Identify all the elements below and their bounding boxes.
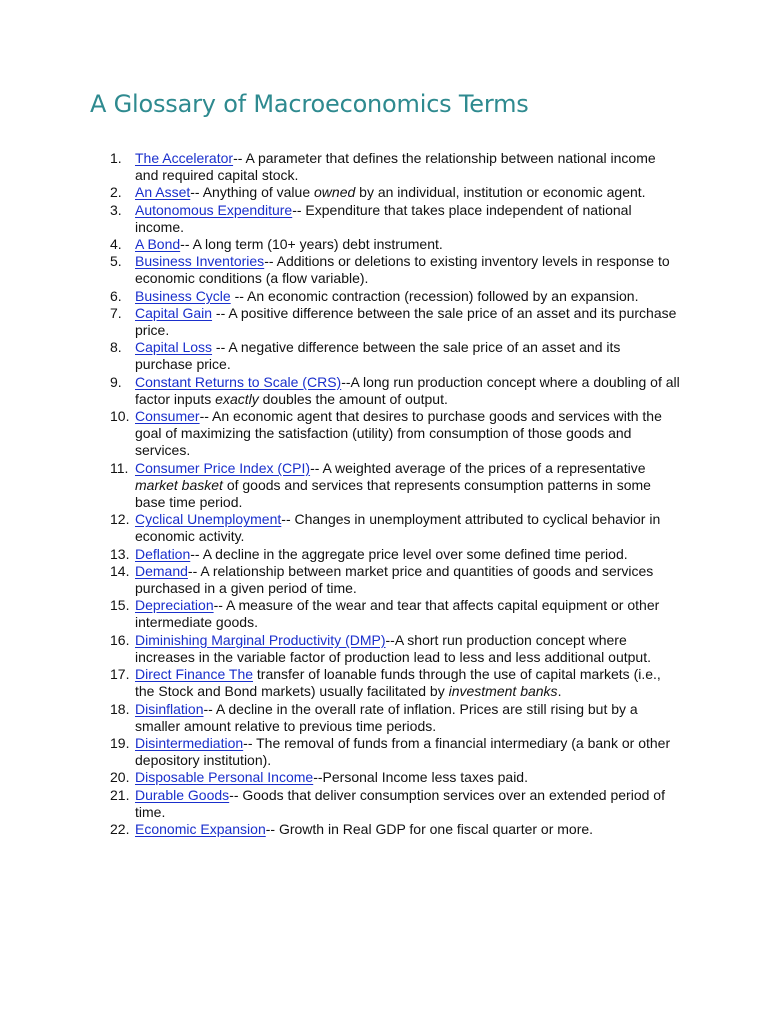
glossary-entry	[110, 288, 680, 305]
term-link[interactable]: Economic Expansion	[135, 820, 266, 837]
definition-text: transfer of loanable funds through the use of capital markets (i.e., the Stock and Bond markets) usually facilitated by	[135, 666, 661, 700]
entry-body	[135, 236, 680, 253]
term-link[interactable]: Business Inventories	[135, 253, 265, 270]
entry-body	[135, 787, 680, 821]
glossary-entry	[110, 701, 680, 735]
entry-body	[135, 511, 680, 545]
entry-number: 2.	[110, 184, 122, 201]
glossary-entry	[110, 821, 680, 838]
entry-number: 7.	[110, 304, 122, 321]
definition-text: by an individual, institution or economic agent.	[355, 184, 646, 201]
entry-number: 11.	[110, 459, 129, 476]
term-link[interactable]: The Accelerator	[135, 150, 234, 166]
entry-body	[135, 666, 680, 700]
term-link[interactable]: Capital Loss	[135, 339, 213, 356]
definition-text: -- A positive difference between the sale price of an asset and its purchase price.	[135, 304, 677, 339]
glossary-entry	[110, 150, 680, 184]
term-link[interactable]: Deflation	[135, 545, 191, 562]
entry-number: 12.	[110, 511, 130, 528]
glossary-entry	[110, 597, 680, 631]
term-link[interactable]: Disintermediation	[135, 734, 244, 751]
glossary-entry	[110, 339, 680, 373]
definition-text: -- The removal of funds from a financial intermediary (a bank or other depository institution).	[135, 734, 671, 769]
term-link[interactable]: Depreciation	[135, 597, 214, 614]
glossary-entry	[110, 202, 680, 236]
definition-text: .	[557, 683, 562, 700]
term-link[interactable]: Autonomous Expenditure	[135, 201, 293, 218]
entry-number: 18.	[110, 700, 130, 717]
definition-text: -- Changes in unemployment attributed to cyclical behavior in economic activity.	[135, 511, 661, 545]
entry-number: 10.	[110, 408, 130, 425]
entry-body	[135, 597, 680, 631]
entry-number: 3.	[110, 201, 122, 218]
entry-body	[135, 408, 680, 460]
glossary-entry	[110, 511, 680, 545]
glossary-entry	[110, 253, 680, 287]
definition-text: --A short run production concept where increases in the variable factor of production lead to less and less additional output.	[135, 631, 651, 665]
entry-body	[135, 150, 680, 184]
term-link[interactable]: Consumer Price Index (CPI)	[135, 459, 311, 476]
glossary-entry	[110, 769, 680, 786]
entry-number: 8.	[110, 339, 122, 356]
definition-text: --A long run production concept where a doubling of all factor inputs	[135, 373, 680, 407]
entry-body	[135, 339, 680, 373]
term-link[interactable]: Business Cycle	[135, 287, 231, 304]
entry-body	[135, 184, 680, 201]
entry-body	[135, 632, 680, 666]
entry-number: 13.	[110, 545, 130, 562]
definition-text: -- A measure of the wear and tear that affects capital equipment or other intermediate goods.	[135, 597, 660, 631]
term-link[interactable]: A Bond	[135, 236, 181, 253]
emphasis-text: exactly	[215, 390, 259, 407]
term-link[interactable]: Demand	[135, 562, 188, 579]
term-link[interactable]: Capital Gain	[135, 304, 213, 321]
definition-text: -- An economic contraction (recession) followed by an expansion.	[230, 287, 639, 304]
entry-number: 21.	[110, 786, 130, 803]
definition-text: -- Goods that deliver consumption services over an extended period of time.	[135, 786, 665, 820]
definition-text: -- Growth in Real GDP for one fiscal quarter or more.	[265, 820, 594, 837]
entry-number: 1.	[110, 150, 122, 166]
glossary-entry	[110, 460, 680, 512]
definition-text: of goods and services that represents consumption patterns in some base time period.	[135, 476, 651, 511]
term-link[interactable]: Direct Finance The	[135, 666, 254, 683]
entry-body	[135, 253, 680, 287]
entry-body	[135, 305, 680, 339]
entry-body	[135, 546, 680, 563]
entry-body	[135, 460, 680, 512]
entry-number: 6.	[110, 287, 122, 304]
entry-number: 9.	[110, 373, 122, 390]
entry-number: 5.	[110, 253, 122, 270]
entry-number: 17.	[110, 666, 130, 683]
definition-text: -- A long term (10+ years) debt instrument.	[180, 236, 443, 253]
definition-text: -- Expenditure that takes place independent of national income.	[135, 201, 632, 235]
glossary-entry	[110, 305, 680, 339]
definition-text: -- A weighted average of the prices of a representative	[310, 459, 646, 476]
entry-body	[135, 563, 680, 597]
glossary-entry	[110, 374, 680, 408]
glossary-entry	[110, 236, 680, 253]
entry-number: 15.	[110, 597, 130, 614]
definition-text: -- A decline in the aggregate price level over some defined time period.	[190, 545, 628, 562]
entry-body	[135, 769, 680, 786]
entry-body	[135, 821, 680, 838]
entry-number: 19.	[110, 734, 130, 751]
emphasis-text: investment banks	[448, 683, 558, 700]
term-link[interactable]: Cyclical Unemployment	[135, 511, 282, 528]
definition-text: -- Additions or deletions to existing inventory levels in response to economic conditions (a flow variable).	[135, 253, 670, 287]
term-link[interactable]: Constant Returns to Scale (CRS)	[135, 373, 342, 390]
glossary-entry	[110, 632, 680, 666]
glossary-entry	[110, 666, 680, 700]
glossary-entry	[110, 546, 680, 563]
glossary-list	[110, 150, 680, 838]
page-title: A Glossary of Macroeconomics Terms	[90, 90, 529, 118]
term-link[interactable]: Consumer	[135, 408, 200, 425]
term-link[interactable]: Disinflation	[135, 700, 204, 717]
definition-text: -- An economic agent that desires to purchase goods and services with the goal of maximizing the satisfaction (utility) from consumption of those goods and services.	[135, 408, 662, 459]
emphasis-text: market basket	[135, 476, 223, 493]
definition-text: -- A decline in the overall rate of inflation. Prices are still rising but by a smaller amount relative to previous time periods.	[135, 700, 638, 734]
glossary-entry	[110, 787, 680, 821]
term-link[interactable]: Durable Goods	[135, 786, 230, 803]
term-link[interactable]: An Asset	[135, 184, 191, 201]
definition-text: -- A relationship between market price and quantities of goods and services purchased in a given period of time.	[135, 562, 654, 597]
glossary-entry	[110, 735, 680, 769]
glossary-entry	[110, 408, 680, 460]
entry-number: 4.	[110, 236, 122, 253]
entry-number: 14.	[110, 562, 130, 579]
glossary-entry	[110, 563, 680, 597]
entry-body	[135, 735, 680, 769]
entry-body	[135, 374, 680, 408]
emphasis-text: owned	[314, 184, 356, 201]
definition-text: --Personal Income less taxes paid.	[313, 769, 528, 786]
entry-body	[135, 288, 680, 305]
definition-text: doubles the amount of output.	[258, 390, 448, 407]
definition-text: -- Anything of value	[190, 184, 315, 201]
entry-body	[135, 701, 680, 735]
term-link[interactable]: Disposable Personal Income	[135, 769, 314, 786]
entry-number: 22.	[110, 820, 130, 837]
entry-number: 16.	[110, 631, 130, 648]
entry-number: 20.	[110, 769, 130, 786]
definition-text: -- A parameter that defines the relationship between national income and required capital stock.	[135, 150, 656, 184]
term-link[interactable]: Diminishing Marginal Productivity (DMP)	[135, 631, 386, 648]
entry-body	[135, 202, 680, 236]
glossary-entry	[110, 184, 680, 201]
definition-text: -- A negative difference between the sale price of an asset and its purchase price.	[135, 339, 621, 373]
